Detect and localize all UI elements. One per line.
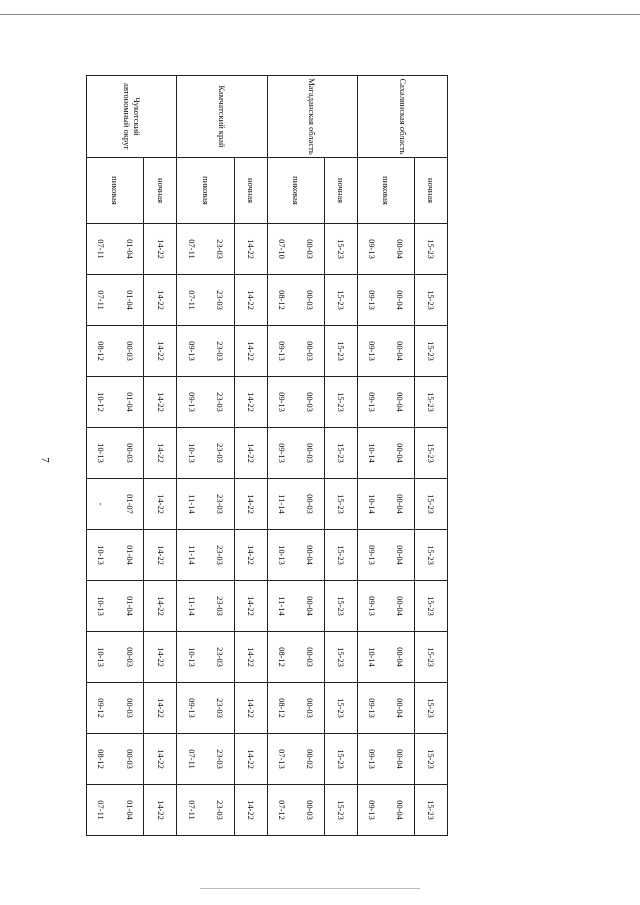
hours-value: 11-14 [276, 596, 287, 616]
hours-cell-stack [358, 429, 414, 477]
hours-cell: 15-23 [324, 734, 357, 785]
hours-cell: 15-23 [414, 479, 447, 530]
hours-cell: 14-22 [144, 224, 177, 275]
hours-value: 00-03 [305, 698, 316, 718]
hours-cell: 14-22 [144, 683, 177, 734]
hours-cell-stack [358, 327, 414, 375]
hours-cell-stack [177, 327, 233, 375]
hours-cell-stack [358, 735, 414, 783]
hours-value: 10-13 [96, 545, 107, 565]
hours-value: 23-03 [214, 341, 225, 361]
hours-cell [177, 632, 234, 683]
hours-cell [87, 224, 144, 275]
hours-value: 00-04 [395, 698, 406, 718]
hours-value: 00-04 [395, 239, 406, 259]
hours-value: 00-03 [305, 392, 316, 412]
hours-value: 07-11 [96, 290, 107, 310]
hours-cell [267, 530, 324, 581]
hours-cell-stack [268, 531, 324, 579]
hours-cell [87, 377, 144, 428]
hours-value: 00-03 [305, 239, 316, 259]
table-row [177, 76, 234, 836]
hours-value: 10-13 [276, 545, 287, 565]
hours-cell: 14-22 [234, 377, 267, 428]
hours-value: 00-04 [395, 392, 406, 412]
hours-cell: 15-23 [414, 275, 447, 326]
hours-cell-stack [177, 786, 233, 834]
hours-value: 00-03 [305, 494, 316, 514]
hours-cell: 15-23 [324, 683, 357, 734]
tariff-hours-table [86, 75, 448, 836]
hours-cell-stack [268, 378, 324, 426]
hours-cell: 15-23 [324, 224, 357, 275]
hours-cell-stack [177, 684, 233, 732]
hours-cell-stack [358, 786, 414, 834]
hours-cell [177, 377, 234, 428]
hours-cell: 15-23 [324, 428, 357, 479]
hours-value: 09-13 [276, 443, 287, 463]
hours-value: 00-04 [305, 596, 316, 616]
hours-cell: 14-22 [144, 275, 177, 326]
hours-cell: 14-22 [144, 581, 177, 632]
hours-cell [87, 734, 144, 785]
hours-value: 07-11 [96, 800, 107, 820]
hours-cell: 15-23 [414, 224, 447, 275]
hours-cell [177, 530, 234, 581]
hours-value: 00-03 [305, 443, 316, 463]
hours-cell-stack [358, 378, 414, 426]
hours-cell: 15-23 [414, 377, 447, 428]
hours-cell: 14-22 [234, 275, 267, 326]
hours-cell-stack [358, 684, 414, 732]
hours-value: 00-03 [305, 341, 316, 361]
hours-value: 00-04 [395, 749, 406, 769]
hours-cell: 14-22 [144, 785, 177, 836]
hours-cell-stack [177, 531, 233, 579]
hours-value: 10-13 [186, 647, 197, 667]
table-row [144, 76, 177, 836]
hours-value: 00-02 [305, 749, 316, 769]
hours-cell-stack [177, 480, 233, 528]
hours-cell-stack [177, 378, 233, 426]
hours-cell-stack [87, 225, 143, 273]
hours-value: 09-13 [367, 596, 378, 616]
hours-cell-stack [177, 582, 233, 630]
hours-value: 00-03 [124, 341, 135, 361]
hours-value: 09-13 [367, 800, 378, 820]
hours-cell: 14-22 [234, 581, 267, 632]
hours-cell [357, 428, 414, 479]
hours-cell-stack [87, 429, 143, 477]
hours-value: 23-03 [214, 239, 225, 259]
bottom-rule [200, 888, 420, 889]
hours-cell [357, 377, 414, 428]
hours-cell-stack [87, 582, 143, 630]
hours-value: 01-07 [124, 494, 135, 514]
hours-value: 00-04 [395, 647, 406, 667]
hours-value: 09-12 [96, 698, 107, 718]
hours-value: 09-13 [367, 341, 378, 361]
hours-cell: 15-23 [414, 530, 447, 581]
hours-value: 23-03 [214, 800, 225, 820]
hours-cell-stack [358, 531, 414, 579]
hours-cell: 14-22 [234, 785, 267, 836]
hours-value: 01-04 [124, 800, 135, 820]
hours-value: 08-12 [276, 698, 287, 718]
hours-cell [87, 632, 144, 683]
hours-cell: 15-23 [414, 683, 447, 734]
hours-cell: 14-22 [144, 479, 177, 530]
hours-value: 11-14 [276, 494, 287, 514]
hours-cell-stack [177, 276, 233, 324]
hours-cell [87, 479, 144, 530]
table-row [267, 76, 324, 836]
hours-cell [267, 785, 324, 836]
hours-cell [267, 581, 324, 632]
hours-cell-stack [87, 735, 143, 783]
hours-cell-stack [177, 735, 233, 783]
hours-value: 08-12 [276, 647, 287, 667]
hours-value: 00-03 [124, 443, 135, 463]
table-row [414, 76, 447, 836]
hours-value: 00-04 [395, 443, 406, 463]
table-row [234, 76, 267, 836]
hours-cell [357, 530, 414, 581]
hours-cell [267, 224, 324, 275]
hours-cell [177, 275, 234, 326]
table-row [324, 76, 357, 836]
hours-cell [177, 581, 234, 632]
hours-value: 08-12 [96, 749, 107, 769]
hours-cell: 14-22 [234, 734, 267, 785]
hours-value: 10-13 [186, 443, 197, 463]
hours-cell-stack [268, 684, 324, 732]
hours-cell: 14-22 [144, 734, 177, 785]
hours-value: 09-13 [367, 290, 378, 310]
period-label: пиковая [267, 158, 324, 224]
hours-cell-stack [268, 480, 324, 528]
hours-value: 09-13 [367, 239, 378, 259]
hours-cell [87, 428, 144, 479]
hours-value: 23-03 [214, 698, 225, 718]
hours-value: 01-04 [124, 239, 135, 259]
hours-cell [177, 224, 234, 275]
hours-value: 00-04 [395, 341, 406, 361]
hours-cell: 15-23 [414, 428, 447, 479]
hours-value: 08-12 [276, 290, 287, 310]
hours-value: 09-13 [186, 698, 197, 718]
hours-value: 09-13 [276, 341, 287, 361]
hours-value: 23-03 [214, 749, 225, 769]
hours-cell [357, 224, 414, 275]
hours-cell [357, 632, 414, 683]
hours-value: 23-03 [214, 392, 225, 412]
hours-cell: 15-23 [414, 581, 447, 632]
hours-value: 00-03 [124, 749, 135, 769]
hours-cell: 14-22 [144, 530, 177, 581]
hours-cell: 15-23 [324, 530, 357, 581]
hours-cell: 15-23 [414, 734, 447, 785]
hours-cell: 15-23 [324, 632, 357, 683]
hours-value: 11-14 [186, 545, 197, 565]
hours-value: 00-04 [395, 596, 406, 616]
hours-cell-stack [358, 480, 414, 528]
period-label: ночная [414, 158, 447, 224]
hours-cell [267, 632, 324, 683]
hours-cell-stack [268, 327, 324, 375]
hours-cell-stack [268, 735, 324, 783]
hours-value: 11-14 [186, 494, 197, 514]
hours-cell [177, 428, 234, 479]
hours-cell: 15-23 [324, 326, 357, 377]
table-row [87, 76, 144, 836]
hours-cell: 14-22 [144, 632, 177, 683]
hours-cell-stack [268, 582, 324, 630]
hours-cell-stack [87, 480, 143, 528]
hours-cell [267, 479, 324, 530]
hours-cell-stack [358, 633, 414, 681]
hours-value: 01-04 [124, 545, 135, 565]
hours-cell-stack [87, 378, 143, 426]
hours-cell [267, 428, 324, 479]
hours-value: 10-14 [367, 443, 378, 463]
hours-cell [177, 683, 234, 734]
hours-cell: 15-23 [414, 632, 447, 683]
hours-value: 00-03 [305, 800, 316, 820]
hours-cell-stack [87, 531, 143, 579]
hours-cell [177, 326, 234, 377]
hours-cell-stack [87, 684, 143, 732]
hours-value: 07-10 [276, 239, 287, 259]
table-row [357, 76, 414, 836]
hours-cell-stack [268, 429, 324, 477]
hours-cell [177, 734, 234, 785]
hours-value: 09-13 [367, 749, 378, 769]
period-label: пиковая [87, 158, 144, 224]
hours-cell: 15-23 [324, 581, 357, 632]
hours-cell: 14-22 [234, 632, 267, 683]
hours-value: 00-04 [395, 800, 406, 820]
hours-value: 07-13 [276, 749, 287, 769]
hours-cell: 15-23 [324, 377, 357, 428]
hours-value: 10-13 [96, 647, 107, 667]
hours-value: 01-04 [124, 596, 135, 616]
hours-cell [267, 275, 324, 326]
hours-value: 23-03 [214, 290, 225, 310]
top-rule [0, 14, 640, 15]
hours-cell [357, 785, 414, 836]
hours-cell-stack [87, 633, 143, 681]
hours-value: 09-13 [276, 392, 287, 412]
hours-value: 07-11 [186, 800, 197, 820]
region-name: Сахалинская область [357, 76, 447, 158]
hours-cell-stack [358, 582, 414, 630]
hours-cell [87, 683, 144, 734]
hours-value: 07-12 [276, 800, 287, 820]
hours-cell [357, 479, 414, 530]
hours-value: 00-04 [395, 494, 406, 514]
hours-cell-stack [87, 276, 143, 324]
hours-value: 07-11 [186, 749, 197, 769]
hours-cell [87, 326, 144, 377]
hours-cell-stack [268, 276, 324, 324]
hours-cell: 14-22 [234, 224, 267, 275]
hours-cell [267, 734, 324, 785]
hours-cell [267, 377, 324, 428]
hours-value: 10-12 [96, 392, 107, 412]
hours-cell [87, 275, 144, 326]
table-wrapper [86, 75, 448, 835]
hours-value: 00-03 [305, 647, 316, 667]
hours-cell: 15-23 [414, 326, 447, 377]
period-label: ночная [324, 158, 357, 224]
hours-value: 09-13 [367, 545, 378, 565]
hours-cell [177, 479, 234, 530]
region-name: Магаданская область [267, 76, 357, 158]
hours-cell-stack [358, 225, 414, 273]
hours-cell-stack [87, 786, 143, 834]
hours-value: 10-14 [367, 494, 378, 514]
hours-value: 07-11 [186, 239, 197, 259]
hours-value: 10-13 [96, 443, 107, 463]
hours-cell [87, 581, 144, 632]
period-label: ночная [234, 158, 267, 224]
hours-value: 00-04 [395, 290, 406, 310]
hours-cell-stack [177, 429, 233, 477]
region-name: Чукотский автономный округ [87, 76, 177, 158]
hours-cell [267, 683, 324, 734]
hours-value: 10-14 [367, 647, 378, 667]
hours-value: 00-04 [395, 545, 406, 565]
hours-cell [357, 275, 414, 326]
hours-value: 23-03 [214, 596, 225, 616]
hours-cell [357, 734, 414, 785]
hours-cell: 14-22 [234, 683, 267, 734]
hours-cell-stack [268, 633, 324, 681]
hours-value: 01-04 [124, 392, 135, 412]
hours-value: 00-03 [124, 698, 135, 718]
hours-cell [87, 530, 144, 581]
hours-cell: 15-23 [324, 785, 357, 836]
hours-cell: 14-22 [234, 530, 267, 581]
hours-value: - [96, 502, 107, 506]
hours-cell [267, 326, 324, 377]
period-label: пиковая [357, 158, 414, 224]
hours-cell: 15-23 [324, 275, 357, 326]
hours-cell [357, 581, 414, 632]
hours-value: 09-13 [367, 698, 378, 718]
period-label: ночная [144, 158, 177, 224]
hours-value: 00-03 [305, 290, 316, 310]
hours-value: 23-03 [214, 647, 225, 667]
hours-value: 07-11 [96, 239, 107, 259]
hours-cell-stack [268, 225, 324, 273]
hours-value: 09-13 [186, 392, 197, 412]
hours-value: 08-12 [96, 341, 107, 361]
rotated-table-container [86, 75, 448, 835]
hours-value: 00-04 [305, 545, 316, 565]
hours-cell [87, 785, 144, 836]
hours-cell [357, 683, 414, 734]
region-name: Камчатский край [177, 76, 267, 158]
hours-cell: 14-22 [144, 326, 177, 377]
hours-cell-stack [358, 276, 414, 324]
hours-value: 23-03 [214, 443, 225, 463]
period-label: пиковая [177, 158, 234, 224]
hours-cell: 14-22 [234, 428, 267, 479]
hours-cell [357, 326, 414, 377]
hours-cell-stack [268, 786, 324, 834]
hours-cell-stack [177, 225, 233, 273]
hours-cell: 14-22 [144, 428, 177, 479]
page-number: 7 [38, 457, 51, 463]
hours-value: 09-13 [367, 392, 378, 412]
hours-value: 10-13 [96, 596, 107, 616]
hours-value: 09-13 [186, 341, 197, 361]
hours-value: 23-03 [214, 545, 225, 565]
hours-value: 11-14 [186, 596, 197, 616]
hours-value: 07-11 [186, 290, 197, 310]
hours-cell: 15-23 [324, 479, 357, 530]
hours-value: 01-04 [124, 290, 135, 310]
hours-cell [177, 785, 234, 836]
hours-cell: 14-22 [234, 326, 267, 377]
hours-cell-stack [87, 327, 143, 375]
hours-value: 23-03 [214, 494, 225, 514]
hours-cell-stack [177, 633, 233, 681]
hours-cell: 14-22 [234, 479, 267, 530]
hours-cell: 14-22 [144, 377, 177, 428]
hours-cell: 15-23 [414, 785, 447, 836]
hours-value: 00-03 [124, 647, 135, 667]
